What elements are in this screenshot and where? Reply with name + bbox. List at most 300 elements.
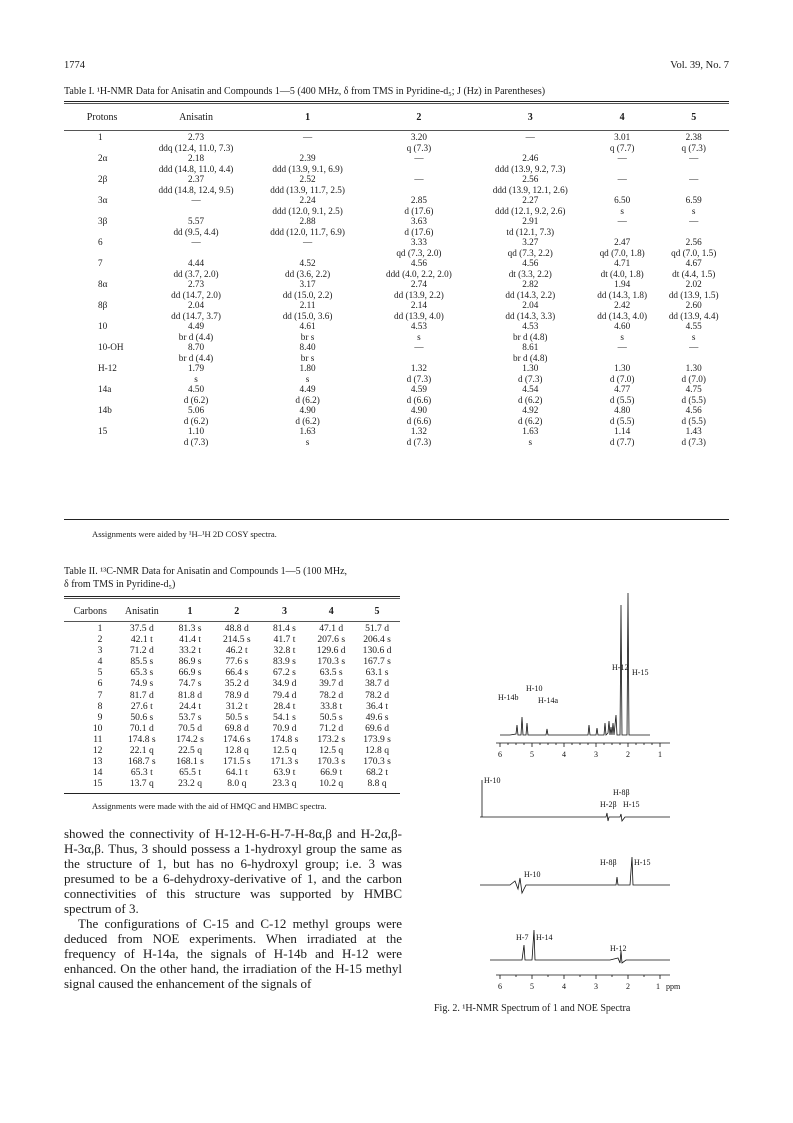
label-h10: H-10	[526, 684, 543, 693]
table1-cell: qd (7.3, 2.2)	[507, 247, 553, 258]
table1-cell: d (6.2)	[183, 394, 209, 405]
bottom-axis-tick-3: 3	[594, 982, 598, 991]
table1-cell: dt (4.4, 1.5)	[672, 268, 716, 279]
table1-cell: 4.56	[685, 405, 702, 415]
page-number: 1774	[64, 60, 85, 71]
table1-row	[64, 353, 729, 364]
table1-cell	[363, 353, 474, 364]
table1-cell: d (17.6)	[404, 226, 434, 237]
table1-cell: s	[305, 436, 310, 447]
table1-cell	[475, 143, 586, 154]
table1-cell: 1.43	[685, 426, 702, 436]
table2-row	[64, 678, 400, 689]
table1-cell: d (7.3)	[406, 373, 432, 384]
table1-cell: s	[528, 436, 533, 447]
table1-cell: 2.60	[685, 300, 702, 310]
table1-cell: —	[689, 216, 699, 226]
table2-cell: 171.3 s	[270, 756, 299, 768]
table1-row	[64, 321, 729, 332]
table1-cell	[64, 416, 140, 427]
table2	[64, 601, 400, 789]
bottom-axis-ticks	[500, 975, 660, 979]
table1-cell: 2.02	[685, 279, 702, 289]
table1-cell: 1.94	[614, 279, 631, 289]
table2-cell: 70.5 d	[178, 722, 203, 734]
table2-cell: 130.6 d	[362, 645, 392, 657]
label-h15: H-15	[632, 668, 649, 677]
label-noe3-h12: H-12	[610, 944, 627, 953]
table1-cell	[64, 206, 140, 217]
table1-cell: 8β	[98, 300, 108, 310]
table1-cell	[64, 437, 140, 448]
table1-row	[64, 258, 729, 269]
table1-cell: 4.53	[410, 321, 427, 331]
table1-cell: 3.17	[299, 279, 316, 289]
table2-cell: 63.1 s	[365, 667, 389, 679]
table1-cell: 2α	[98, 153, 108, 163]
table1-cell: dd (14.3, 4.0)	[597, 310, 648, 321]
table1-row	[64, 185, 729, 196]
table1-cell: —	[617, 216, 627, 226]
table1-cell: 10	[98, 321, 108, 331]
table2-cell: 54.1 s	[272, 711, 296, 723]
table2-row	[64, 778, 400, 789]
table1-cell: 4.55	[685, 321, 702, 331]
table2-cell: 7	[97, 689, 103, 701]
table2-cell: 63.9 t	[273, 767, 296, 779]
table1-cell: d (5.5)	[681, 415, 706, 426]
table2-cell: 13	[92, 756, 103, 768]
bottom-axis-tick-5: 5	[530, 982, 534, 991]
table2-cell: 170.3 s	[317, 756, 346, 768]
table1-row	[64, 216, 729, 227]
table1-cell: dd (13.9, 4.0)	[394, 310, 444, 321]
table1-row	[64, 227, 729, 238]
table1-cell: d (6.2)	[295, 394, 320, 405]
table2-cell: 50.6 s	[130, 711, 154, 723]
table2-cell: 64.1 t	[225, 767, 248, 779]
table1-cell: 4.61	[299, 321, 316, 331]
table1-cell: d (17.6)	[404, 205, 434, 216]
table1-cell: 2β	[98, 174, 108, 184]
bottom-axis-tick-2: 2	[626, 982, 630, 991]
table2-row	[64, 667, 400, 678]
table1-cell: 3.63	[410, 216, 427, 226]
table1-cell	[64, 227, 140, 238]
table1	[64, 104, 729, 447]
table1-cell	[64, 353, 140, 364]
table2-row	[64, 756, 400, 767]
table1-cell: 4.49	[299, 384, 316, 394]
table1-cell: H-12	[98, 363, 117, 373]
table2-caption-line1: Table II. ¹³C-NMR Data for Anisatin and Compounds 1—5 (100 MHz,	[64, 566, 348, 577]
table1-cell: 2.18	[187, 153, 205, 163]
table1-cell: 2.85	[410, 195, 427, 205]
table2-row	[64, 656, 400, 667]
table1-cell: —	[302, 237, 313, 247]
table1-cell: —	[689, 342, 699, 352]
table2-cell: 78.2 d	[319, 689, 344, 701]
table1-cell: 5.06	[187, 405, 205, 415]
table2-row	[64, 712, 400, 723]
label-noe1-h10: H-10	[484, 776, 501, 785]
table1-cell: d (6.6)	[406, 394, 432, 405]
bottom-axis-tick-6: 6	[498, 982, 502, 991]
table2-cell: 71.2 d	[319, 722, 344, 734]
top-axis-tick-2: 2	[626, 750, 630, 759]
table1-cell: 1.10	[187, 426, 205, 436]
table1-cell	[586, 164, 658, 175]
table1-cell: d (7.0)	[681, 373, 706, 384]
table1-cell: s	[620, 331, 624, 342]
table2-cell: 168.1 s	[176, 756, 204, 768]
table1-row	[64, 384, 729, 395]
table2-cell: 33.2 t	[179, 645, 201, 657]
table2-cell: 48.8 d	[224, 623, 249, 634]
table2-cell: 12.8 q	[365, 745, 390, 757]
table1-cell	[586, 227, 658, 238]
table1-cell: 2.91	[522, 216, 539, 226]
label-noe1-h15: H-15	[623, 800, 640, 809]
table2-cell: 22.1 q	[129, 745, 154, 757]
table2-cell: 47.1 d	[319, 623, 344, 634]
table1-cell: 1.63	[299, 426, 316, 436]
table1-cell: 2.42	[614, 300, 631, 310]
table2-cell: 207.6 s	[317, 634, 346, 646]
table1-row	[64, 206, 729, 217]
table2-header-rule	[64, 621, 400, 622]
table1-cell: br s	[300, 352, 315, 363]
table2-cell: 69.8 d	[224, 722, 249, 734]
table1-cell: dd (13.9, 2.2)	[394, 289, 444, 300]
table2-cell: 173.9 s	[363, 733, 391, 745]
table1-cell: ddd (13.9, 12.1, 2.6)	[492, 184, 568, 195]
table2-row	[64, 734, 400, 745]
table1-cell: ddd (12.1, 9.2, 2.6)	[495, 205, 566, 216]
table1-cell: 1.30	[522, 363, 539, 373]
table2-cell: 66.9 s	[178, 667, 202, 679]
table1-cell: —	[302, 132, 313, 142]
table1-cell: —	[689, 174, 699, 184]
table1-cell	[64, 311, 140, 322]
table1-cell: d (7.7)	[609, 436, 635, 447]
table1-header-row	[64, 104, 729, 132]
table1-cell	[64, 185, 140, 196]
table1-cell	[64, 248, 140, 259]
table1-cell: 2.82	[522, 279, 539, 289]
table1-row	[64, 437, 729, 448]
table1-cell: dd (15.0, 3.6)	[282, 310, 333, 321]
table1-cell: d (6.2)	[518, 415, 543, 426]
table2-cell: 174.8 s	[127, 733, 156, 745]
table1-cell: 2.52	[299, 174, 316, 184]
table2-cell: 83.9 s	[272, 656, 296, 668]
table1-cell: ddd (14.8, 11.0, 4.4)	[158, 163, 234, 174]
table2-cell: 81.7 d	[129, 689, 154, 701]
table1-cell: 4.67	[685, 258, 702, 268]
table1-cell: 3.27	[522, 237, 539, 247]
table1-row	[64, 248, 729, 259]
table2-cell: 41.4 t	[179, 634, 201, 646]
table1-cell: 10-OH	[98, 342, 124, 352]
table1-cell: 8.70	[187, 342, 205, 352]
table1-cell	[64, 374, 140, 385]
top-axis-tick-3: 3	[594, 750, 598, 759]
table1-cell: 4.56	[410, 258, 427, 268]
table2-cell: 14	[92, 767, 103, 779]
table1-cell: 2.47	[614, 237, 631, 247]
table2-cell: 39.7 d	[319, 678, 344, 690]
label-h12: H-12	[612, 663, 629, 672]
table1-cell: 8.40	[299, 342, 316, 352]
table1-cell: d (6.2)	[295, 415, 320, 426]
table1-cell: —	[689, 153, 699, 163]
table1-header: 1	[305, 111, 311, 123]
table1-row	[64, 279, 729, 290]
table1-cell: 1.30	[614, 363, 631, 373]
table1-cell: 3.01	[614, 132, 631, 142]
table1-header-rule	[64, 130, 729, 131]
table2-cell: 15	[92, 778, 103, 790]
bottom-axis-tick-4: 4	[562, 982, 566, 991]
table2-row	[64, 690, 400, 701]
table1-cell: —	[414, 153, 424, 163]
table1-cell	[252, 248, 363, 259]
label-noe2-h15: H-15	[634, 858, 651, 867]
table1-cell: s	[194, 373, 198, 384]
table2-cell: 22.5 q	[178, 745, 203, 757]
table1-cell: —	[617, 342, 627, 352]
top-axis-tick-5: 5	[530, 750, 534, 759]
table1-cell: d (5.5)	[609, 415, 635, 426]
table2-cell: 65.5 t	[179, 767, 201, 779]
table2-cell: 8	[97, 700, 103, 712]
table2-cell: 13.7 q	[129, 778, 154, 790]
table1-cell: 1.63	[522, 426, 539, 436]
table2-cell: 69.6 d	[365, 722, 390, 734]
table1-cell: ddd (4.0, 2.2, 2.0)	[385, 268, 452, 279]
table1-cell: qd (7.0, 1.5)	[671, 247, 717, 258]
table1-cell: br d (4.4)	[178, 331, 214, 342]
table1-cell: d (7.3)	[518, 373, 543, 384]
table2-row	[64, 723, 400, 734]
table1-cell: d (6.2)	[183, 415, 209, 426]
table2-row	[64, 701, 400, 712]
table2-header: Carbons	[73, 606, 107, 618]
table1-cell: 3.33	[410, 237, 427, 247]
table1-cell: dd (9.5, 4.4)	[173, 226, 219, 237]
body-text	[64, 826, 402, 991]
table1-cell: 2.74	[410, 279, 427, 289]
table2-cell: 4	[97, 656, 103, 668]
table1-cell: 8α	[98, 279, 108, 289]
table1-cell: br d (4.4)	[178, 352, 214, 363]
table1-cell	[140, 206, 252, 217]
table1-header: 3	[527, 111, 533, 123]
table2-header: 5	[374, 606, 380, 618]
table1-cell: 7	[98, 258, 103, 268]
top-axis-tick-1: 1	[658, 750, 662, 759]
table2-cell: 41.7 t	[273, 634, 296, 646]
noe-spectrum-1	[480, 780, 670, 821]
table2-cell: 5	[97, 667, 103, 679]
table1-cell: q (7.3)	[406, 142, 432, 153]
label-noe3-h7: H-7	[516, 933, 529, 942]
table1-cell	[64, 290, 140, 301]
table1-cell: dd (14.3, 1.8)	[597, 289, 648, 300]
table1-row	[64, 174, 729, 185]
label-noe3-h14: H-14	[536, 933, 553, 942]
table1-row	[64, 300, 729, 311]
table2-cell: 129.6 d	[316, 645, 346, 657]
table2-row	[64, 634, 400, 645]
table1-cell: —	[191, 195, 201, 205]
table1-cell: 2.88	[299, 216, 316, 226]
table2-cell: 70.1 d	[129, 722, 154, 734]
table1-cell: 6	[98, 237, 103, 247]
table1-cell: 2.73	[187, 132, 205, 142]
body-paragraph-2: The configurations of C-15 and C-12 methyl groups were deduced from NOE experiments. When irradiated at the frequency of H-14a, the signals of H-14b and H-12 were enhanced. On the other hand, the irradiation of the H-15 methyl signal caused the enhancement of the signals of	[64, 916, 402, 991]
table1-cell: 4.52	[299, 258, 316, 268]
table1-cell: d (7.0)	[609, 373, 635, 384]
table1-cell: dd (14.7, 2.0)	[171, 289, 221, 300]
table1-cell: 4.75	[685, 384, 702, 394]
table1-cell	[64, 395, 140, 406]
table2-cell: 70.9 d	[272, 722, 297, 734]
table1-cell: 1	[98, 132, 103, 142]
table1-header: 2	[416, 111, 422, 123]
table2-cell: 65.3 s	[130, 667, 154, 679]
table1-cell: 6.50	[614, 195, 631, 205]
table1-cell: 4.60	[614, 321, 631, 331]
table1-cell: s	[417, 331, 421, 342]
table1-cell: 1.32	[410, 363, 427, 373]
table1-header: Anisatin	[179, 111, 213, 123]
table1-cell: 2.27	[522, 195, 539, 205]
table2-note: Assignments were made with the aid of HMQC and HMBC spectra.	[92, 801, 327, 811]
table1-row	[64, 153, 729, 164]
table1-cell: 8.61	[522, 342, 539, 352]
table2-header: Anisatin	[124, 606, 159, 618]
table2-cell: 79.4 d	[272, 689, 297, 701]
table2-cell: 23.2 q	[178, 778, 203, 790]
table1-body	[64, 132, 729, 447]
table1-cell: ddd (12.0, 11.7, 6.9)	[270, 226, 345, 237]
table2-cell: 170.3 s	[363, 756, 391, 768]
table1-cell: qd (7.3, 2.0)	[396, 247, 442, 258]
table2-cell: 35.2 d	[224, 678, 249, 690]
label-h14b: H-14b	[498, 693, 519, 702]
table1-top-rule	[64, 101, 729, 102]
table1-cell	[586, 185, 658, 196]
table1-cell: dt (4.0, 1.8)	[600, 268, 644, 279]
table1-cell: ddd (13.9, 9.1, 6.9)	[272, 163, 343, 174]
table1-row	[64, 342, 729, 353]
table2-cell: 38.7 d	[365, 678, 390, 690]
table2-cell: 168.7 s	[127, 756, 156, 768]
table2-cell: 78.9 d	[224, 689, 249, 701]
table2-cell: 31.2 t	[225, 700, 248, 712]
table2-header: 1	[187, 606, 193, 618]
table1-cell: 2.46	[522, 153, 539, 163]
table2-cell: 8.0 q	[227, 778, 247, 790]
table1-cell: 3.20	[410, 132, 427, 142]
body-paragraph-1: showed the connectivity of H-12-H-6-H-7-H-8α,β and H-2α,β-H-3α,β. Thus, 3 should possess a 1-hydroxyl group the same as the structure of 1, but has no 6-hydroxyl group; i.e. 3 was presumed to be a 6-dehydroxy-derivative of 1, and the carbon connectivities of this structure was supported by HMBC spectrum of 3.	[64, 826, 402, 916]
table1-cell: —	[414, 174, 424, 184]
table1-caption: Table I. ¹H-NMR Data for Anisatin and Compounds 1—5 (400 MHz, δ from TMS in Pyridine-d₅; J (Hz) in Parentheses)	[64, 86, 546, 97]
table1-cell: d (5.5)	[681, 394, 706, 405]
table1-cell: ddd (12.0, 9.1, 2.5)	[272, 205, 343, 216]
table1-cell: dd (3.6, 2.2)	[284, 268, 331, 279]
table1-cell: d (6.2)	[518, 394, 543, 405]
table1-cell: 2.56	[522, 174, 539, 184]
table1-cell: 2.56	[685, 237, 702, 247]
table1-cell: q (7.7)	[609, 142, 635, 153]
table1-row	[64, 269, 729, 280]
table2-cell: 67.2 s	[272, 667, 296, 679]
table2-cell: 27.6 t	[130, 700, 153, 712]
table1-cell: br d (4.8)	[513, 352, 548, 363]
table1-cell: 1.30	[685, 363, 702, 373]
table1-cell: 4.77	[614, 384, 631, 394]
table1-bottom-rule	[64, 519, 729, 520]
table1-cell: dd (14.3, 2.2)	[505, 289, 556, 300]
table1-cell: 4.44	[187, 258, 205, 268]
table1-cell	[363, 185, 474, 196]
table1-cell	[658, 164, 729, 175]
table1-note: Assignments were aided by ¹H–¹H 2D COSY spectra.	[92, 529, 277, 539]
table2-cell: 11	[93, 733, 103, 745]
table1-cell	[64, 143, 140, 154]
table2-header-row	[64, 601, 400, 623]
table2-cell: 171.5 s	[222, 756, 251, 768]
table2-cell: 32.8 t	[273, 645, 296, 657]
table2-cell: 66.4 s	[225, 667, 249, 679]
table2-caption-line2: δ from TMS in Pyridine-d₅)	[64, 579, 176, 590]
table1-row	[64, 164, 729, 175]
table1-cell: 3β	[98, 216, 108, 226]
table1-cell: br s	[300, 331, 315, 342]
table1-cell: 1.32	[410, 426, 427, 436]
table1-cell: —	[617, 174, 627, 184]
table2-cell: 74.7 s	[178, 678, 202, 690]
table2-row	[64, 745, 400, 756]
table1-cell: d (6.6)	[406, 415, 432, 426]
table1-row	[64, 311, 729, 322]
table1-cell: q (7.3)	[681, 142, 706, 153]
figure-caption: Fig. 2. ¹H-NMR Spectrum of 1 and NOE Spectra	[434, 1003, 631, 1014]
table2-bottom-rule	[64, 793, 400, 794]
table1-cell: td (12.1, 7.3)	[506, 226, 555, 237]
table1-cell: 2.24	[299, 195, 316, 205]
table1-cell: dd (13.9, 4.4)	[668, 310, 719, 321]
table1-cell: 14b	[98, 405, 112, 415]
table2-row	[64, 767, 400, 778]
table2-cell: 86.9 s	[178, 656, 202, 668]
table1-cell: dd (13.9, 1.5)	[668, 289, 719, 300]
table2-cell: 51.7 d	[365, 623, 390, 634]
table1-cell: s	[691, 331, 696, 342]
table1-cell: 2.39	[299, 153, 316, 163]
table1-row	[64, 195, 729, 206]
table2-cell: 12.5 q	[319, 745, 344, 757]
table2-cell: 78.2 d	[365, 689, 390, 701]
table1-row	[64, 416, 729, 427]
table1-row	[64, 395, 729, 406]
table2-cell: 12.8 q	[224, 745, 249, 757]
table1-cell	[64, 332, 140, 343]
table2-cell: 50.5 s	[225, 711, 249, 723]
